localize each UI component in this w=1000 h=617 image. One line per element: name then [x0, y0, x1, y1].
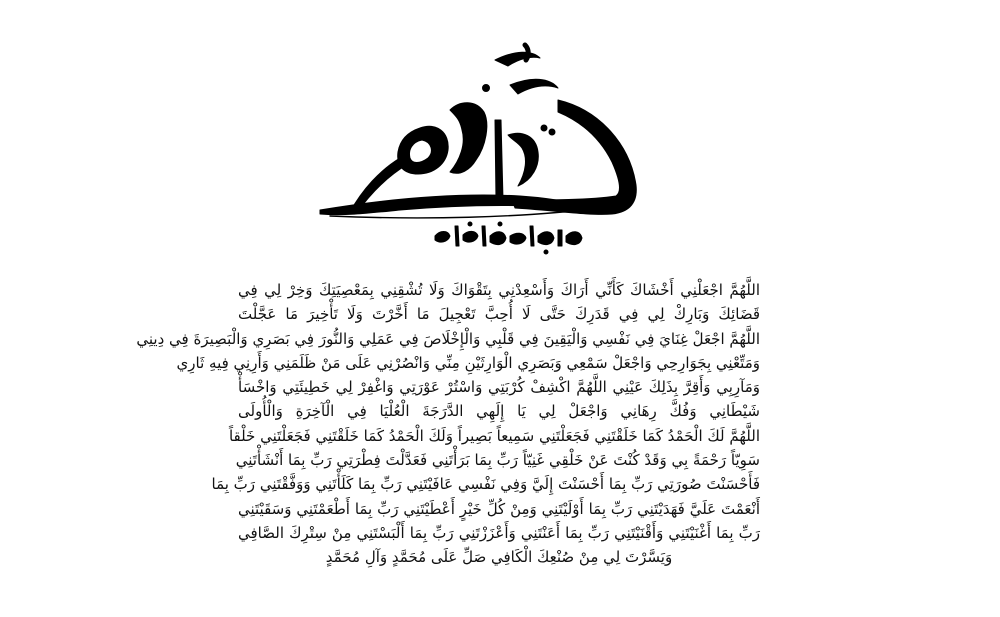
prayer-line-2: قَضَائِكَ وَبَارِكْ لِي فِي قَدَرِكَ حَتَّى لَا أُحِبَّ تَعْجِيلَ مَا أَخَّرْتَ وَلَا تَأْخِيرَ مَا عَجَّلْتَ	[238, 305, 760, 324]
prayer-line-10: أَنْعَمْتَ عَلَيَّ فَهَدَيْتَنِي رَبِّ بِمَا أَوْلَيْتَنِي وَمِنْ كُلِّ خَيْرٍ أَعْطَيْتَنِي رَبِّ بِمَا أَطْعَمْتَنِي وَسَقَيْتَنِي	[238, 499, 760, 518]
prayer-line-1: اللَّهُمَّ اجْعَلْنِي أَخْشَاكَ كَأَنِّي أَرَاكَ وَأَسْعِدْنِي بِتَقْوَاكَ وَلَا تُشْقِنِي بِمَعْصِيَتِكَ وَخِرْ لِي فِي	[238, 281, 760, 299]
prayer-line-3: اللَّهُمَّ اجْعَلْ غِنَايَ فِي نَفْسِي وَالْيَقِينَ فِي قَلْبِي وَالْإِخْلَاصَ فِي عَمَلِي وَالنُّورَ فِي بَصَرِي وَالْبَصِيرَةَ فِي دِينِي	[136, 329, 760, 348]
calligraphy-logo	[300, 40, 660, 260]
prayer-line-8: سَوِيّاً رَحْمَةً بِي وَقَدْ كُنْتَ عَنْ خَلْقِي غَنِيّاً رَبِّ بِمَا بَرَأْتَنِي فَعَدَّلْتَ فِطْرَتِي رَبِّ بِمَا أَنْشَأْتَنِي	[235, 451, 760, 470]
prayer-text-block	[136, 278, 760, 608]
prayer-line-7: اللَّهُمَّ لَكَ الْحَمْدُ كَمَا خَلَقْتَنِي فَجَعَلْتَنِي سَمِيعاً بَصِيراً وَلَكَ الْحَمْدُ كَمَا خَلَقْتَنِي فَجَعَلْتَنِي خَلْقاً	[228, 426, 760, 445]
prayer-line-9: فَأَحْسَنْتَ صُورَتِي رَبِّ بِمَا أَحْسَنْتَ إِلَيَّ وَفِي نَفْسِي عَافَيْتَنِي رَبِّ بِمَا كَلَأْتَنِي وَوَفَّقْتَنِي رَبِّ بِمَا	[211, 475, 760, 494]
prayer-line-6: شَيْطَانِي وَفُكَّ رِهَانِي وَاجْعَلْ لِي يَا إِلَهِي الدَّرَجَةَ الْعُلْيَا فِي الْآخِرَةِ وَالْأُولَى	[238, 402, 760, 421]
calligraphy-logo-graphic	[300, 40, 660, 260]
prayer-line-12: وَيَسَّرْتَ لِي مِنْ صُنْعِكَ الْكَافِي صَلِّ عَلَى مُحَمَّدٍ وَآلِ مُحَمَّدٍ	[325, 548, 673, 567]
prayer-line-4: وَمَتِّعْنِي بِجَوَارِحِي وَاجْعَلْ سَمْعِي وَبَصَرِي الْوَارِثَيْنِ مِنِّي وَانْصُرْنِي عَلَى مَنْ ظَلَمَنِي وَأَرِنِي فِيهِ ثَارِي	[176, 353, 760, 372]
prayer-line-11: رَبِّ بِمَا أَغْنَيْتَنِي وَأَقْنَيْتَنِي رَبِّ بِمَا أَعَنْتَنِي وَأَعْزَزْتَنِي رَبِّ بِمَا أَلْبَسْتَنِي مِنْ سِتْرِكَ الصَّافِي	[238, 523, 760, 542]
prayer-line-5: وَمَآرِبِي وَأَقِرَّ بِذَلِكَ عَيْنِي اللَّهُمَّ اكْشِفْ كُرْبَتِي وَاسْتُرْ عَوْرَتِي وَاغْفِرْ لِي خَطِيئَتِي وَاخْسَأْ	[238, 378, 760, 397]
